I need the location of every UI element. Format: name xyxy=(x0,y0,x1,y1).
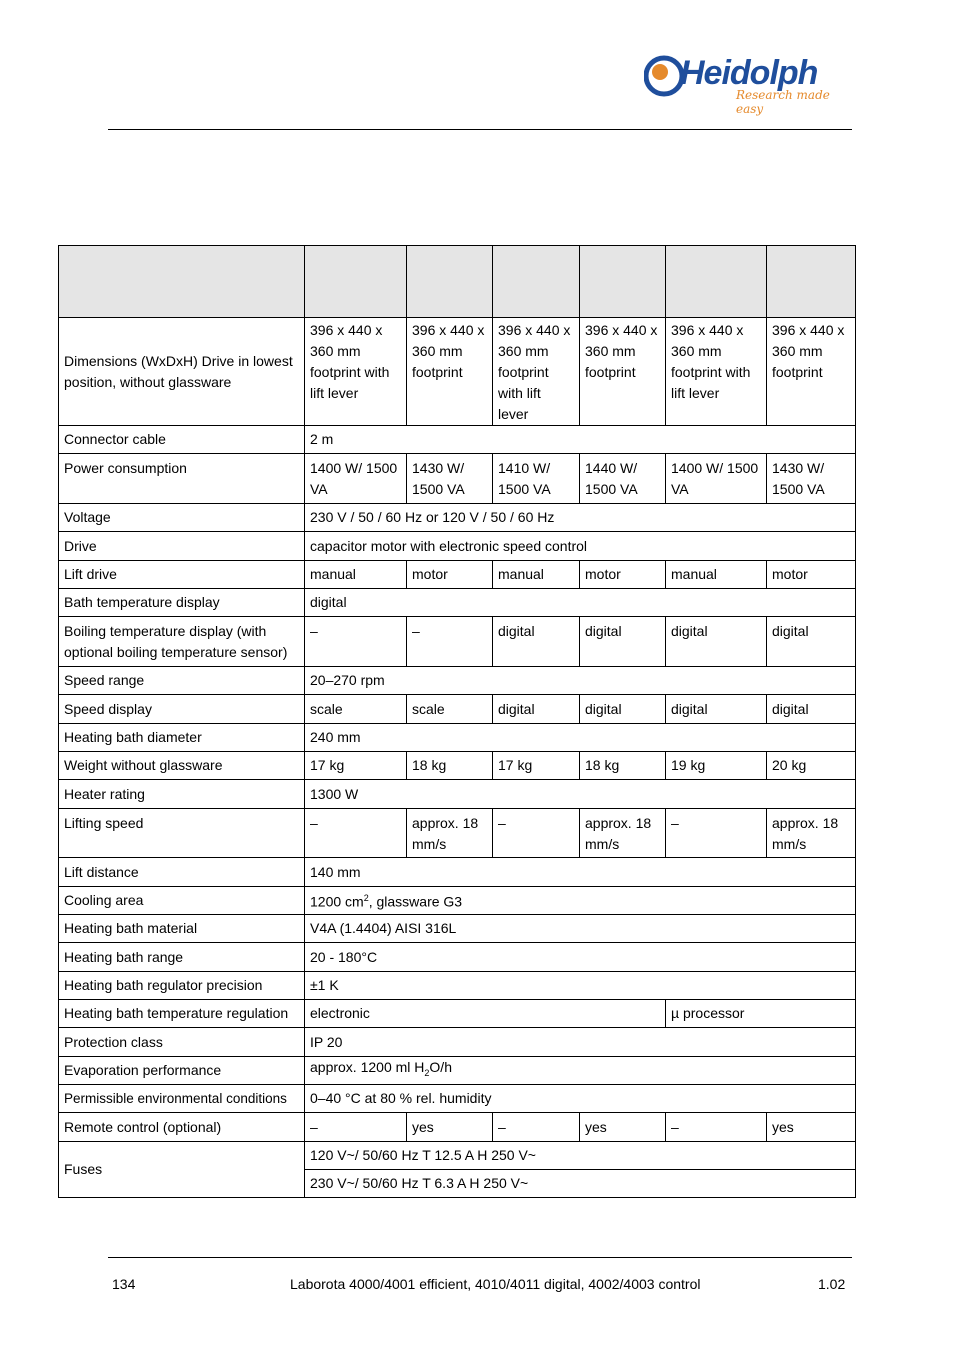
cell-value: 240 mm xyxy=(305,724,856,752)
cell-value: electronic xyxy=(305,1000,666,1028)
row-label: Dimensions (WxDxH) Drive in lowest position, without glassware xyxy=(59,318,305,426)
row-label: Weight without glassware xyxy=(59,752,305,780)
row-label: Heater rating xyxy=(59,780,305,809)
header-cell xyxy=(407,246,493,318)
subscript: 2 xyxy=(424,1067,430,1078)
cell-value: yes xyxy=(767,1113,856,1142)
superscript: 2 xyxy=(363,893,369,904)
cell-value: 20–270 rpm xyxy=(305,667,856,695)
evaporation-suffix: O/h xyxy=(429,1059,452,1076)
cell-value: digital xyxy=(666,695,767,724)
cell-value: 396 x 440 x 360 mm footprint xyxy=(580,318,666,426)
footer-rule xyxy=(108,1257,852,1258)
cell-value: 1430 W/ 1500 VA xyxy=(767,454,856,504)
cell-value: 20 kg xyxy=(767,752,856,780)
cell-value: 230 V~/ 50/60 Hz T 6.3 A H 250 V~ xyxy=(305,1170,856,1198)
table-row xyxy=(59,1028,856,1057)
logo-wordmark: Heidolph xyxy=(680,54,818,92)
document-version: 1.02 xyxy=(818,1276,846,1292)
row-label: Protection class xyxy=(59,1028,305,1057)
table-row xyxy=(59,752,856,780)
row-label: Heating bath diameter xyxy=(59,724,305,752)
table-row xyxy=(59,589,856,617)
cooling-area-value: 1200 cm xyxy=(310,893,364,910)
table-row xyxy=(59,532,856,561)
cell-value: – xyxy=(493,1113,580,1142)
cell-value: digital xyxy=(580,617,666,667)
cell-value: scale xyxy=(305,695,407,724)
cell-value: – xyxy=(305,809,407,858)
cell-value: manual xyxy=(666,561,767,589)
cell-value: digital xyxy=(580,695,666,724)
cell-value: digital xyxy=(305,589,856,617)
row-label: Cooling area xyxy=(59,887,305,915)
cell-value: ±1 K xyxy=(305,972,856,1000)
row-label: Fuses xyxy=(59,1142,305,1198)
cell-value: digital xyxy=(666,617,767,667)
cell-value: 1300 W xyxy=(305,780,856,809)
cell-value: motor xyxy=(580,561,666,589)
cell-value: digital xyxy=(767,695,856,724)
row-label: Lift distance xyxy=(59,858,305,887)
table-row xyxy=(59,858,856,887)
row-label: Remote control (optional) xyxy=(59,1113,305,1142)
row-label: Bath temperature display xyxy=(59,589,305,617)
cell-value: V4A (1.4404) AISI 316L xyxy=(305,915,856,943)
row-label: Lift drive xyxy=(59,561,305,589)
table-row xyxy=(59,426,856,454)
cell-value: capacitor motor with electronic speed control xyxy=(305,532,856,561)
page-number: 134 xyxy=(112,1276,136,1292)
evaporation-value: approx. 1200 ml H xyxy=(310,1059,425,1076)
row-label: Voltage xyxy=(59,504,305,532)
header-cell xyxy=(767,246,856,318)
row-label: Heating bath range xyxy=(59,943,305,972)
cell-value xyxy=(305,887,856,915)
table-row xyxy=(59,943,856,972)
cell-value: 396 x 440 x 360 mm footprint xyxy=(767,318,856,426)
cell-value: – xyxy=(666,1113,767,1142)
cell-value: 396 x 440 x 360 mm footprint with lift lever xyxy=(305,318,407,426)
row-label: Speed range xyxy=(59,667,305,695)
table-row xyxy=(59,504,856,532)
table-row xyxy=(59,1057,856,1085)
table-row xyxy=(59,1085,856,1113)
table-row xyxy=(59,780,856,809)
table-row xyxy=(59,915,856,943)
cell-value: 396 x 440 x 360 mm footprint xyxy=(407,318,493,426)
logo-mark-icon xyxy=(644,54,684,98)
cell-value: yes xyxy=(407,1113,493,1142)
row-label: Lifting speed xyxy=(59,809,305,858)
cell-value: scale xyxy=(407,695,493,724)
cell-value: – xyxy=(493,809,580,858)
heidolph-logo xyxy=(644,52,859,114)
cell-value: motor xyxy=(407,561,493,589)
row-label: Power consumption xyxy=(59,454,305,504)
cell-value: motor xyxy=(767,561,856,589)
table-row xyxy=(59,887,856,915)
cell-value: approx. 18 mm/s xyxy=(767,809,856,858)
cell-value: manual xyxy=(305,561,407,589)
cell-value xyxy=(305,1057,856,1085)
row-label: Heating bath material xyxy=(59,915,305,943)
table-row xyxy=(59,724,856,752)
table-row xyxy=(59,1113,856,1142)
cell-value: 396 x 440 x 360 mm footprint with lift lever xyxy=(666,318,767,426)
document-title: Laborota 4000/4001 efficient, 4010/4011 digital, 4002/4003 control xyxy=(290,1276,701,1292)
cell-value: 1430 W/ 1500 VA xyxy=(407,454,493,504)
row-label: Drive xyxy=(59,532,305,561)
cell-value: 1410 W/ 1500 VA xyxy=(493,454,580,504)
specifications-table xyxy=(58,245,856,1198)
cell-value: 396 x 440 x 360 mm footprint with lift lever xyxy=(493,318,580,426)
cell-value: 230 V / 50 / 60 Hz or 120 V / 50 / 60 Hz xyxy=(305,504,856,532)
header-cell xyxy=(59,246,305,318)
cell-value: 140 mm xyxy=(305,858,856,887)
cell-value: manual xyxy=(493,561,580,589)
cell-value: digital xyxy=(493,617,580,667)
cell-value: 18 kg xyxy=(407,752,493,780)
table-row xyxy=(59,809,856,858)
table-row xyxy=(59,561,856,589)
cell-value: – xyxy=(407,617,493,667)
table-row xyxy=(59,1000,856,1028)
cell-value: 17 kg xyxy=(493,752,580,780)
cell-value: 1400 W/ 1500 VA xyxy=(666,454,767,504)
header-cell xyxy=(493,246,580,318)
cell-value: approx. 18 mm/s xyxy=(407,809,493,858)
row-label: Heating bath temperature regulation xyxy=(59,1000,305,1028)
table-row xyxy=(59,1142,856,1170)
cell-value: – xyxy=(305,617,407,667)
cell-value: 2 m xyxy=(305,426,856,454)
header-rule xyxy=(108,129,852,130)
logo-tagline: Research made easy xyxy=(736,88,830,116)
header-cell xyxy=(305,246,407,318)
table-row xyxy=(59,972,856,1000)
header-cell xyxy=(666,246,767,318)
cell-value: 1440 W/ 1500 VA xyxy=(580,454,666,504)
row-label: Boiling temperature display (with optional boiling temperature sensor) xyxy=(59,617,305,667)
cell-value: approx. 18 mm/s xyxy=(580,809,666,858)
table-row xyxy=(59,454,856,504)
table-row xyxy=(59,695,856,724)
cooling-area-suffix: , glassware G3 xyxy=(368,893,463,910)
cell-value: 20 - 180°C xyxy=(305,943,856,972)
cell-value: µ processor xyxy=(666,1000,856,1028)
table-row xyxy=(59,617,856,667)
cell-value: IP 20 xyxy=(305,1028,856,1057)
cell-value: 1400 W/ 1500 VA xyxy=(305,454,407,504)
table-header-row xyxy=(59,246,856,318)
row-label: Evaporation performance xyxy=(59,1057,305,1085)
row-label: Connector cable xyxy=(59,426,305,454)
table-row xyxy=(59,667,856,695)
cell-value: 0–40 °C at 80 % rel. humidity xyxy=(305,1085,856,1113)
cell-value: 17 kg xyxy=(305,752,407,780)
cell-value: – xyxy=(666,809,767,858)
cell-value: digital xyxy=(767,617,856,667)
row-label: Permissible environmental conditions xyxy=(59,1085,305,1113)
cell-value: digital xyxy=(493,695,580,724)
cell-value: 19 kg xyxy=(666,752,767,780)
row-label: Speed display xyxy=(59,695,305,724)
cell-value: 18 kg xyxy=(580,752,666,780)
header-cell xyxy=(580,246,666,318)
table-row xyxy=(59,318,856,426)
row-label: Heating bath regulator precision xyxy=(59,972,305,1000)
cell-value: – xyxy=(305,1113,407,1142)
cell-value: yes xyxy=(580,1113,666,1142)
cell-value: 120 V~/ 50/60 Hz T 12.5 A H 250 V~ xyxy=(305,1142,856,1170)
